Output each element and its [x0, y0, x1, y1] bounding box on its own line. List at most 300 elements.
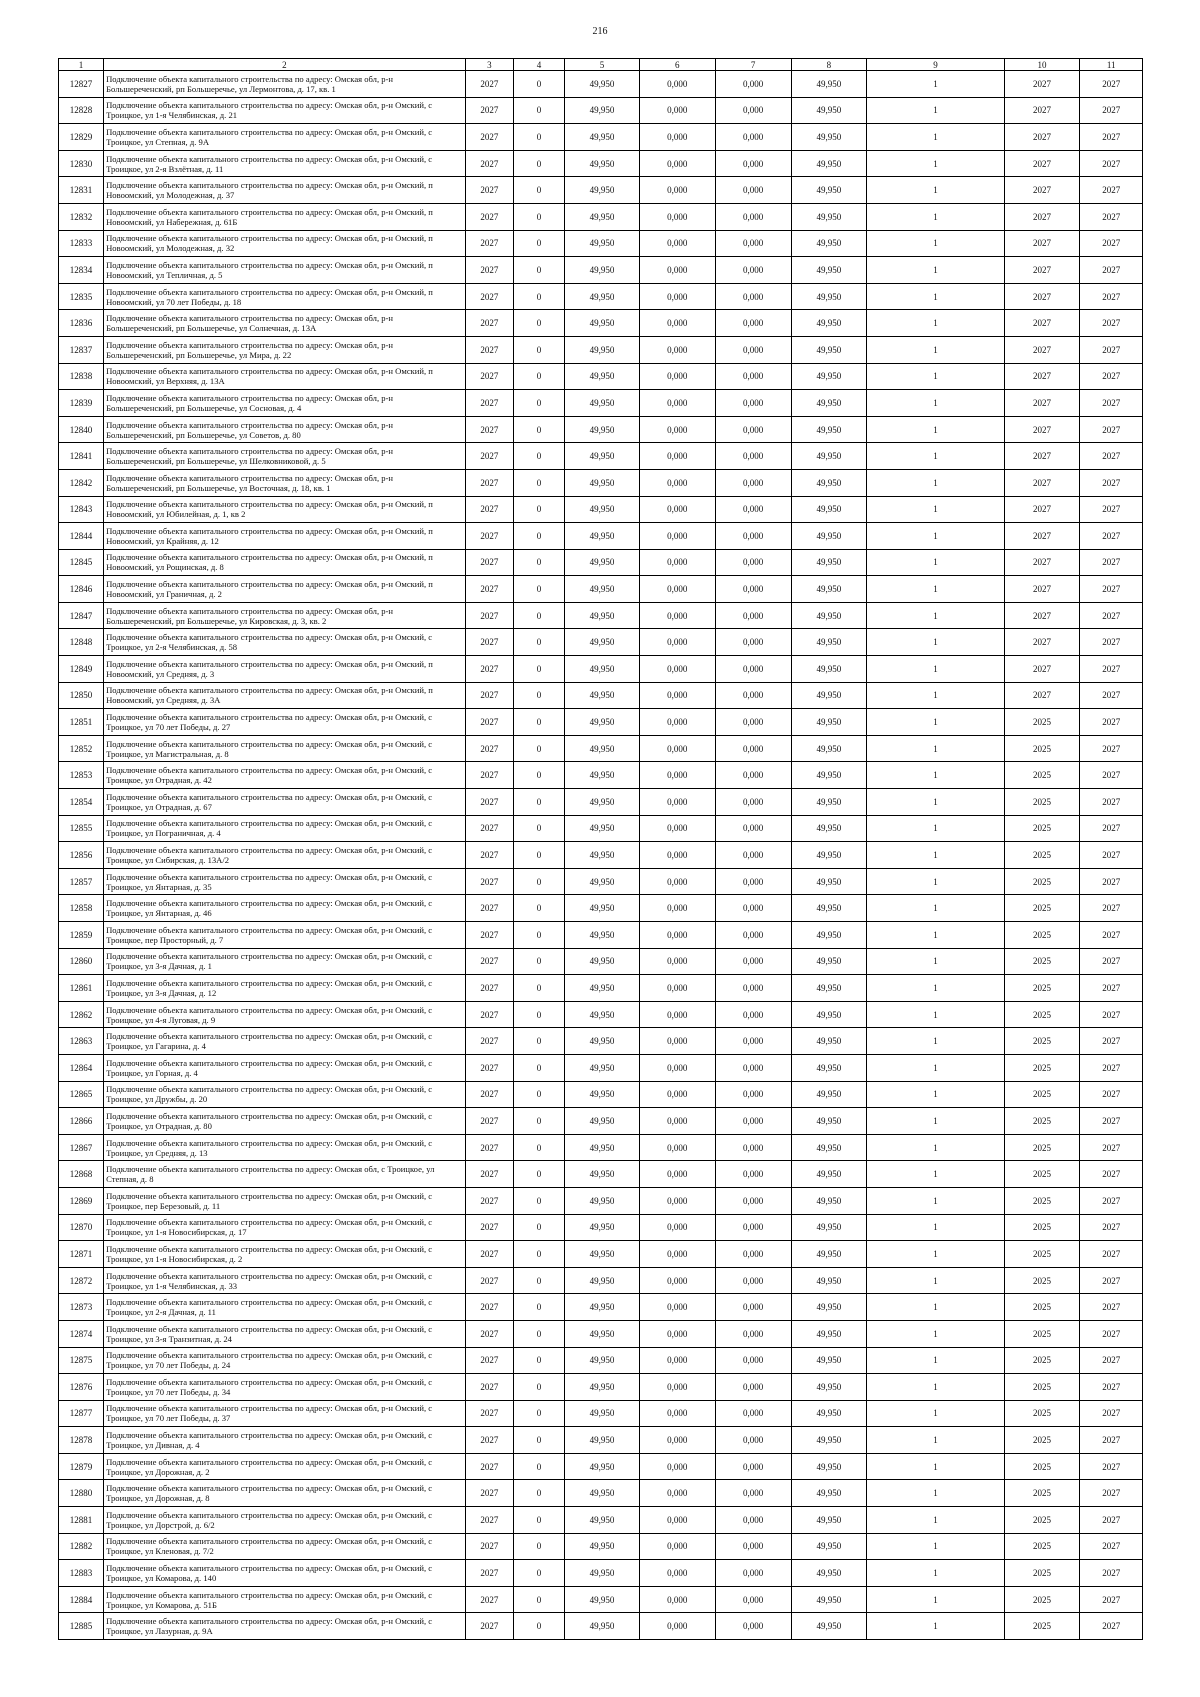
col7-cell: 0,000 [715, 1374, 791, 1401]
table-row [59, 1294, 1143, 1321]
col8-cell: 49,950 [791, 549, 867, 576]
col9-cell: 1 [867, 310, 1004, 337]
col11-cell: 2027 [1080, 842, 1143, 869]
col3-cell: 2027 [465, 1560, 513, 1587]
description-cell: Подключение объекта капитального строительства по адресу: Омская обл, р-н Омский, с Троицкое, ул 70 лет Победы, д. 27 [104, 709, 466, 736]
col10-cell: 2025 [1004, 1374, 1080, 1401]
col5-cell: 49,950 [565, 735, 640, 762]
row-id-cell: 12852 [59, 735, 104, 762]
description-cell: Подключение объекта капитального строительства по адресу: Омская обл, р-н Омский, с Троицкое, ул 3-я Дачная, д. 12 [104, 975, 466, 1002]
col5-cell: 49,950 [565, 576, 640, 603]
table-row [59, 629, 1143, 656]
col5-cell: 49,950 [565, 868, 640, 895]
col9-cell: 1 [867, 735, 1004, 762]
row-id-cell: 12853 [59, 762, 104, 789]
col5-cell: 49,950 [565, 1214, 640, 1241]
col9-cell: 1 [867, 1001, 1004, 1028]
col3-cell: 2027 [465, 283, 513, 310]
description-cell: Подключение объекта капитального строительства по адресу: Омская обл, р-н Омский, с Троицкое, ул Комарова, д. 140 [104, 1560, 466, 1587]
col8-cell: 49,950 [791, 150, 867, 177]
col4-cell: 0 [513, 1613, 564, 1640]
col3-cell: 2027 [465, 1054, 513, 1081]
col6-cell: 0,000 [639, 549, 715, 576]
row-id-cell: 12834 [59, 257, 104, 284]
row-id-cell: 12871 [59, 1241, 104, 1268]
table-row [59, 363, 1143, 390]
col6-cell: 0,000 [639, 203, 715, 230]
table-row [59, 1241, 1143, 1268]
column-number-header: 5 [565, 59, 640, 71]
col11-cell: 2027 [1080, 310, 1143, 337]
col10-cell: 2025 [1004, 1533, 1080, 1560]
col11-cell: 2027 [1080, 549, 1143, 576]
table-row [59, 1108, 1143, 1135]
col11-cell: 2027 [1080, 1427, 1143, 1454]
col7-cell: 0,000 [715, 416, 791, 443]
description-cell: Подключение объекта капитального строительства по адресу: Омская обл, р-н Омский, с Троицкое, пер Березовый, д. 11 [104, 1187, 466, 1214]
col9-cell: 1 [867, 762, 1004, 789]
col9-cell: 1 [867, 150, 1004, 177]
col8-cell: 49,950 [791, 230, 867, 257]
col10-cell: 2027 [1004, 656, 1080, 683]
col4-cell: 0 [513, 1294, 564, 1321]
col9-cell: 1 [867, 1560, 1004, 1587]
col3-cell: 2027 [465, 203, 513, 230]
col3-cell: 2027 [465, 1613, 513, 1640]
col10-cell: 2027 [1004, 416, 1080, 443]
col9-cell: 1 [867, 443, 1004, 470]
col7-cell: 0,000 [715, 656, 791, 683]
col5-cell: 49,950 [565, 1028, 640, 1055]
col5-cell: 49,950 [565, 1347, 640, 1374]
col11-cell: 2027 [1080, 1267, 1143, 1294]
col6-cell: 0,000 [639, 682, 715, 709]
col5-cell: 49,950 [565, 1586, 640, 1613]
col6-cell: 0,000 [639, 735, 715, 762]
description-cell: Подключение объекта капитального строительства по адресу: Омская обл, р-н Омский, с Троицкое, ул Пограничная, д. 4 [104, 815, 466, 842]
col4-cell: 0 [513, 656, 564, 683]
col3-cell: 2027 [465, 549, 513, 576]
col11-cell: 2027 [1080, 1560, 1143, 1587]
col10-cell: 2025 [1004, 1054, 1080, 1081]
col3-cell: 2027 [465, 1161, 513, 1188]
row-id-cell: 12850 [59, 682, 104, 709]
col7-cell: 0,000 [715, 124, 791, 151]
description-cell: Подключение объекта капитального строительства по адресу: Омская обл, р-н Большереченский, рп Большеречье, ул Советов, д. 80 [104, 416, 466, 443]
col11-cell: 2027 [1080, 443, 1143, 470]
col9-cell: 1 [867, 496, 1004, 523]
col11-cell: 2027 [1080, 496, 1143, 523]
col9-cell: 1 [867, 682, 1004, 709]
col9-cell: 1 [867, 1453, 1004, 1480]
col10-cell: 2027 [1004, 496, 1080, 523]
col7-cell: 0,000 [715, 629, 791, 656]
col6-cell: 0,000 [639, 709, 715, 736]
col11-cell: 2027 [1080, 1453, 1143, 1480]
col3-cell: 2027 [465, 1081, 513, 1108]
col9-cell: 1 [867, 1533, 1004, 1560]
table-row [59, 150, 1143, 177]
col11-cell: 2027 [1080, 1134, 1143, 1161]
col8-cell: 49,950 [791, 1613, 867, 1640]
description-cell: Подключение объекта капитального строительства по адресу: Омская обл, р-н Омский, с Троицкое, ул 2-я Челябинская, д. 58 [104, 629, 466, 656]
table-row [59, 1214, 1143, 1241]
col5-cell: 49,950 [565, 390, 640, 417]
table-row [59, 948, 1143, 975]
col11-cell: 2027 [1080, 1241, 1143, 1268]
col3-cell: 2027 [465, 1134, 513, 1161]
table-row [59, 975, 1143, 1002]
col10-cell: 2027 [1004, 549, 1080, 576]
col8-cell: 49,950 [791, 1507, 867, 1534]
col6-cell: 0,000 [639, 523, 715, 550]
row-id-cell: 12851 [59, 709, 104, 736]
col11-cell: 2027 [1080, 656, 1143, 683]
col3-cell: 2027 [465, 443, 513, 470]
col6-cell: 0,000 [639, 895, 715, 922]
row-id-cell: 12847 [59, 602, 104, 629]
col9-cell: 1 [867, 922, 1004, 949]
col8-cell: 49,950 [791, 602, 867, 629]
table-row [59, 1161, 1143, 1188]
col9-cell: 1 [867, 283, 1004, 310]
description-cell: Подключение объекта капитального строительства по адресу: Омская обл, р-н Омский, с Троицкое, ул Магистральная, д. 8 [104, 735, 466, 762]
col5-cell: 49,950 [565, 975, 640, 1002]
table-row [59, 336, 1143, 363]
col10-cell: 2025 [1004, 842, 1080, 869]
col4-cell: 0 [513, 283, 564, 310]
col5-cell: 49,950 [565, 762, 640, 789]
col8-cell: 49,950 [791, 576, 867, 603]
description-cell: Подключение объекта капитального строительства по адресу: Омская обл, р-н Омский, с Троицкое, ул Сибирская, д. 13А/2 [104, 842, 466, 869]
col5-cell: 49,950 [565, 895, 640, 922]
col3-cell: 2027 [465, 1320, 513, 1347]
col9-cell: 1 [867, 1161, 1004, 1188]
col9-cell: 1 [867, 1507, 1004, 1534]
col6-cell: 0,000 [639, 576, 715, 603]
col9-cell: 1 [867, 523, 1004, 550]
col9-cell: 1 [867, 1108, 1004, 1135]
col8-cell: 49,950 [791, 922, 867, 949]
row-id-cell: 12874 [59, 1320, 104, 1347]
table-body [59, 71, 1143, 1640]
col6-cell: 0,000 [639, 1507, 715, 1534]
col6-cell: 0,000 [639, 1586, 715, 1613]
col6-cell: 0,000 [639, 1267, 715, 1294]
col5-cell: 49,950 [565, 1613, 640, 1640]
table-row [59, 1267, 1143, 1294]
col8-cell: 49,950 [791, 682, 867, 709]
table-row [59, 656, 1143, 683]
col11-cell: 2027 [1080, 1001, 1143, 1028]
description-cell: Подключение объекта капитального строительства по адресу: Омская обл, р-н Омский, с Троицкое, ул 1-я Новосибирская, д. 17 [104, 1214, 466, 1241]
col10-cell: 2025 [1004, 1187, 1080, 1214]
col7-cell: 0,000 [715, 1241, 791, 1268]
col9-cell: 1 [867, 629, 1004, 656]
col6-cell: 0,000 [639, 363, 715, 390]
column-number-header: 4 [513, 59, 564, 71]
col7-cell: 0,000 [715, 1108, 791, 1135]
col7-cell: 0,000 [715, 1028, 791, 1055]
col8-cell: 49,950 [791, 1400, 867, 1427]
col3-cell: 2027 [465, 629, 513, 656]
col10-cell: 2025 [1004, 1081, 1080, 1108]
col5-cell: 49,950 [565, 1374, 640, 1401]
col10-cell: 2025 [1004, 1453, 1080, 1480]
col10-cell: 2027 [1004, 682, 1080, 709]
col8-cell: 49,950 [791, 97, 867, 124]
col11-cell: 2027 [1080, 735, 1143, 762]
description-cell: Подключение объекта капитального строительства по адресу: Омская обл, р-н Омский, с Троицкое, ул Янтарная, д. 46 [104, 895, 466, 922]
col10-cell: 2025 [1004, 789, 1080, 816]
col7-cell: 0,000 [715, 1480, 791, 1507]
table-row [59, 1001, 1143, 1028]
col3-cell: 2027 [465, 789, 513, 816]
row-id-cell: 12885 [59, 1613, 104, 1640]
col9-cell: 1 [867, 203, 1004, 230]
col5-cell: 49,950 [565, 1161, 640, 1188]
col8-cell: 49,950 [791, 1480, 867, 1507]
col11-cell: 2027 [1080, 1187, 1143, 1214]
col7-cell: 0,000 [715, 868, 791, 895]
col6-cell: 0,000 [639, 1294, 715, 1321]
description-cell: Подключение объекта капитального строительства по адресу: Омская обл, р-н Большереченский, рп Большеречье, ул Сосновая, д. 4 [104, 390, 466, 417]
col3-cell: 2027 [465, 363, 513, 390]
col8-cell: 49,950 [791, 762, 867, 789]
col8-cell: 49,950 [791, 203, 867, 230]
row-id-cell: 12878 [59, 1427, 104, 1454]
col6-cell: 0,000 [639, 656, 715, 683]
description-cell: Подключение объекта капитального строительства по адресу: Омская обл, с Троицкое, ул Степная, д. 8 [104, 1161, 466, 1188]
description-cell: Подключение объекта капитального строительства по адресу: Омская обл, р-н Омский, с Троицкое, ул 3-я Дачная, д. 1 [104, 948, 466, 975]
col3-cell: 2027 [465, 1001, 513, 1028]
row-id-cell: 12830 [59, 150, 104, 177]
col5-cell: 49,950 [565, 1187, 640, 1214]
table-row [59, 922, 1143, 949]
col6-cell: 0,000 [639, 1187, 715, 1214]
col4-cell: 0 [513, 469, 564, 496]
col5-cell: 49,950 [565, 842, 640, 869]
row-id-cell: 12868 [59, 1161, 104, 1188]
col8-cell: 49,950 [791, 1081, 867, 1108]
col9-cell: 1 [867, 868, 1004, 895]
col4-cell: 0 [513, 1001, 564, 1028]
col11-cell: 2027 [1080, 230, 1143, 257]
col4-cell: 0 [513, 709, 564, 736]
col11-cell: 2027 [1080, 762, 1143, 789]
column-number-header: 11 [1080, 59, 1143, 71]
col3-cell: 2027 [465, 762, 513, 789]
col10-cell: 2027 [1004, 363, 1080, 390]
col8-cell: 49,950 [791, 815, 867, 842]
col6-cell: 0,000 [639, 336, 715, 363]
column-number-header: 10 [1004, 59, 1080, 71]
col5-cell: 49,950 [565, 602, 640, 629]
col5-cell: 49,950 [565, 496, 640, 523]
col6-cell: 0,000 [639, 1081, 715, 1108]
col3-cell: 2027 [465, 1427, 513, 1454]
col10-cell: 2027 [1004, 336, 1080, 363]
col3-cell: 2027 [465, 1028, 513, 1055]
col4-cell: 0 [513, 523, 564, 550]
description-cell: Подключение объекта капитального строительства по адресу: Омская обл, р-н Большереченский, рп Большеречье, ул Солнечная, д. 13А [104, 310, 466, 337]
col8-cell: 49,950 [791, 1374, 867, 1401]
col8-cell: 49,950 [791, 656, 867, 683]
page-number: 216 [592, 26, 608, 37]
col8-cell: 49,950 [791, 1108, 867, 1135]
col3-cell: 2027 [465, 1507, 513, 1534]
col9-cell: 1 [867, 257, 1004, 284]
col8-cell: 49,950 [791, 71, 867, 98]
col8-cell: 49,950 [791, 1241, 867, 1268]
col11-cell: 2027 [1080, 1613, 1143, 1640]
col6-cell: 0,000 [639, 1453, 715, 1480]
col10-cell: 2027 [1004, 443, 1080, 470]
col11-cell: 2027 [1080, 975, 1143, 1002]
table-row [59, 1613, 1143, 1640]
col11-cell: 2027 [1080, 1108, 1143, 1135]
table-row [59, 735, 1143, 762]
col5-cell: 49,950 [565, 549, 640, 576]
col8-cell: 49,950 [791, 1214, 867, 1241]
table-row [59, 1507, 1143, 1534]
col4-cell: 0 [513, 735, 564, 762]
col4-cell: 0 [513, 230, 564, 257]
col7-cell: 0,000 [715, 1586, 791, 1613]
col8-cell: 49,950 [791, 1453, 867, 1480]
description-cell: Подключение объекта капитального строительства по адресу: Омская обл, р-н Омский, с Троицкое, ул 2-я Взлётная, д. 11 [104, 150, 466, 177]
description-cell: Подключение объекта капитального строительства по адресу: Омская обл, р-н Омский, с Троицкое, ул 1-я Новосибирская, д. 2 [104, 1241, 466, 1268]
row-id-cell: 12862 [59, 1001, 104, 1028]
col8-cell: 49,950 [791, 1586, 867, 1613]
col11-cell: 2027 [1080, 895, 1143, 922]
row-id-cell: 12829 [59, 124, 104, 151]
col7-cell: 0,000 [715, 230, 791, 257]
col3-cell: 2027 [465, 1374, 513, 1401]
col10-cell: 2025 [1004, 1427, 1080, 1454]
col6-cell: 0,000 [639, 1560, 715, 1587]
col5-cell: 49,950 [565, 656, 640, 683]
col9-cell: 1 [867, 602, 1004, 629]
col7-cell: 0,000 [715, 1054, 791, 1081]
col10-cell: 2025 [1004, 735, 1080, 762]
description-cell: Подключение объекта капитального строительства по адресу: Омская обл, р-н Омский, с Троицкое, ул Средняя, д. 13 [104, 1134, 466, 1161]
col5-cell: 49,950 [565, 523, 640, 550]
col5-cell: 49,950 [565, 97, 640, 124]
description-cell: Подключение объекта капитального строительства по адресу: Омская обл, р-н Омский, п Новоомский, ул Молодежная, д. 37 [104, 177, 466, 204]
table-row [59, 257, 1143, 284]
col10-cell: 2025 [1004, 948, 1080, 975]
table-row [59, 283, 1143, 310]
row-id-cell: 12848 [59, 629, 104, 656]
col3-cell: 2027 [465, 1108, 513, 1135]
col3-cell: 2027 [465, 948, 513, 975]
col8-cell: 49,950 [791, 496, 867, 523]
col10-cell: 2025 [1004, 1613, 1080, 1640]
col7-cell: 0,000 [715, 283, 791, 310]
col5-cell: 49,950 [565, 150, 640, 177]
col3-cell: 2027 [465, 1294, 513, 1321]
col5-cell: 49,950 [565, 1001, 640, 1028]
row-id-cell: 12846 [59, 576, 104, 603]
row-id-cell: 12854 [59, 789, 104, 816]
table-row [59, 1187, 1143, 1214]
description-cell: Подключение объекта капитального строительства по адресу: Омская обл, р-н Омский, с Троицкое, ул Янтарная, д. 35 [104, 868, 466, 895]
col9-cell: 1 [867, 97, 1004, 124]
col6-cell: 0,000 [639, 1134, 715, 1161]
col11-cell: 2027 [1080, 177, 1143, 204]
col4-cell: 0 [513, 257, 564, 284]
column-number-header: 1 [59, 59, 104, 71]
col7-cell: 0,000 [715, 523, 791, 550]
col7-cell: 0,000 [715, 1453, 791, 1480]
col11-cell: 2027 [1080, 1507, 1143, 1534]
description-cell: Подключение объекта капитального строительства по адресу: Омская обл, р-н Большереченский, рп Большеречье, ул Шелковниковой, д. 5 [104, 443, 466, 470]
col11-cell: 2027 [1080, 1347, 1143, 1374]
row-id-cell: 12860 [59, 948, 104, 975]
col7-cell: 0,000 [715, 948, 791, 975]
col11-cell: 2027 [1080, 709, 1143, 736]
col4-cell: 0 [513, 1507, 564, 1534]
col8-cell: 49,950 [791, 1347, 867, 1374]
col4-cell: 0 [513, 1400, 564, 1427]
col8-cell: 49,950 [791, 257, 867, 284]
col3-cell: 2027 [465, 682, 513, 709]
col4-cell: 0 [513, 948, 564, 975]
col9-cell: 1 [867, 1294, 1004, 1321]
col7-cell: 0,000 [715, 975, 791, 1002]
col9-cell: 1 [867, 363, 1004, 390]
col6-cell: 0,000 [639, 789, 715, 816]
col10-cell: 2025 [1004, 1108, 1080, 1135]
table-row [59, 895, 1143, 922]
col4-cell: 0 [513, 1427, 564, 1454]
row-id-cell: 12836 [59, 310, 104, 337]
col4-cell: 0 [513, 1533, 564, 1560]
col10-cell: 2025 [1004, 1586, 1080, 1613]
col7-cell: 0,000 [715, 709, 791, 736]
col7-cell: 0,000 [715, 1134, 791, 1161]
col3-cell: 2027 [465, 735, 513, 762]
col6-cell: 0,000 [639, 1001, 715, 1028]
col9-cell: 1 [867, 1320, 1004, 1347]
table-row [59, 1320, 1143, 1347]
description-cell: Подключение объекта капитального строительства по адресу: Омская обл, р-н Омский, с Троицкое, ул Горная, д. 4 [104, 1054, 466, 1081]
col4-cell: 0 [513, 975, 564, 1002]
row-id-cell: 12833 [59, 230, 104, 257]
description-cell: Подключение объекта капитального строительства по адресу: Омская обл, р-н Омский, п Новоомский, ул 70 лет Победы, д. 18 [104, 283, 466, 310]
table-row [59, 1081, 1143, 1108]
col10-cell: 2027 [1004, 523, 1080, 550]
col3-cell: 2027 [465, 1214, 513, 1241]
col4-cell: 0 [513, 1108, 564, 1135]
description-cell: Подключение объекта капитального строительства по адресу: Омская обл, р-н Омский, с Троицкое, ул Дорстрой, д. 6/2 [104, 1507, 466, 1534]
table-row [59, 1134, 1143, 1161]
col6-cell: 0,000 [639, 443, 715, 470]
description-cell: Подключение объекта капитального строительства по адресу: Омская обл, р-н Омский, п Новоомский, ул Средняя, д. 3 [104, 656, 466, 683]
table-row [59, 469, 1143, 496]
table-row [59, 682, 1143, 709]
description-cell: Подключение объекта капитального строительства по адресу: Омская обл, р-н Омский, с Троицкое, ул Гагарина, д. 4 [104, 1028, 466, 1055]
row-id-cell: 12883 [59, 1560, 104, 1587]
col4-cell: 0 [513, 203, 564, 230]
col6-cell: 0,000 [639, 1347, 715, 1374]
col11-cell: 2027 [1080, 1480, 1143, 1507]
col6-cell: 0,000 [639, 177, 715, 204]
table-row [59, 390, 1143, 417]
description-cell: Подключение объекта капитального строительства по адресу: Омская обл, р-н Омский, с Троицкое, ул 70 лет Победы, д. 24 [104, 1347, 466, 1374]
row-id-cell: 12882 [59, 1533, 104, 1560]
